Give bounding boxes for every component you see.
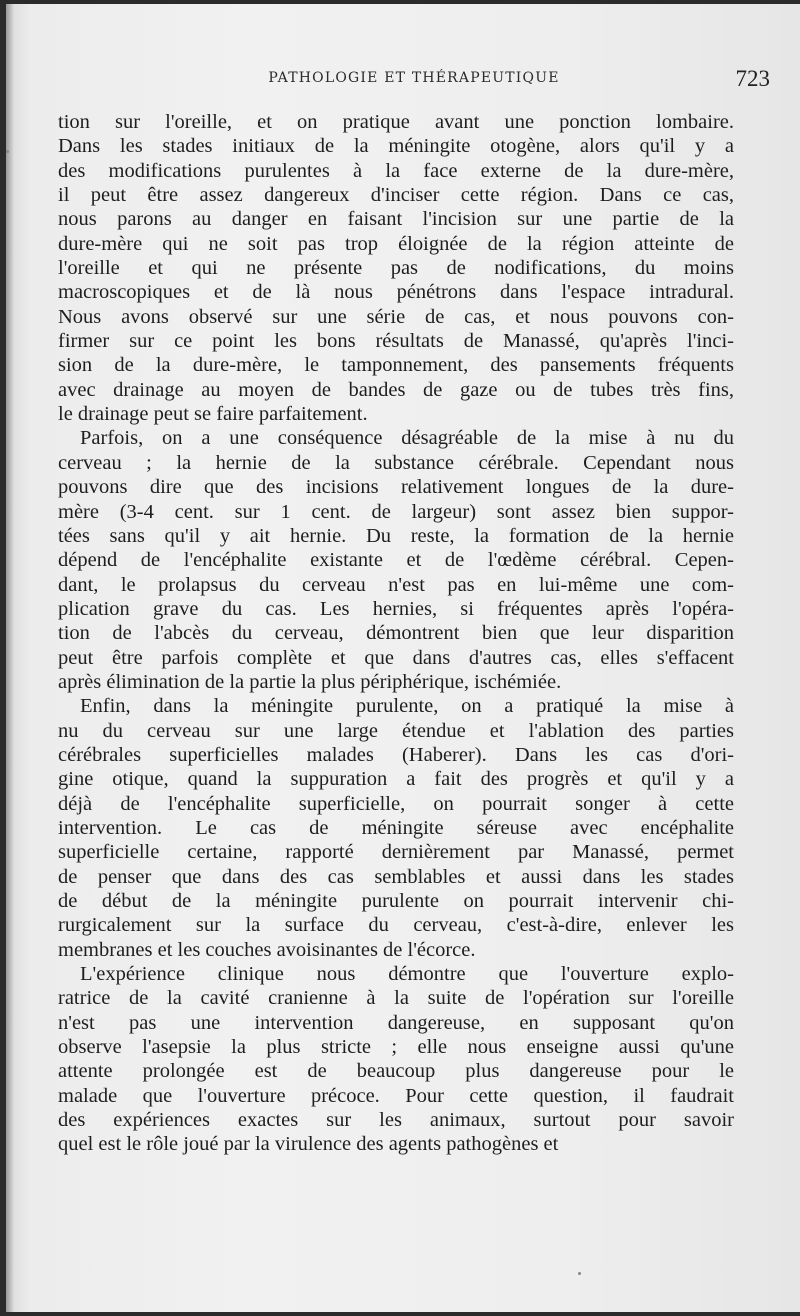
text-line: de penser que dans des cas semblables et aussi dans les stades [58, 865, 734, 888]
text-line: Dans les stades initiaux de la méningite otogène, alors qu'il y a [58, 135, 734, 158]
text-line: tées sans qu'il y ait hernie. Du reste, la formation de la hernie [58, 524, 734, 547]
margin-dot [6, 150, 9, 153]
text-line: cerveau ; la hernie de la substance cérébrale. Cependant nous [58, 451, 734, 474]
text-line: pouvons dire que des incisions relativement longues de la dure- [58, 476, 734, 499]
text-line: l'oreille et qui ne présente pas de nodifications, du moins [58, 257, 734, 280]
text-line: plication grave du cas. Les hernies, si fréquentes après l'opéra- [58, 597, 734, 620]
text-line: mère (3-4 cent. sur 1 cent. de largeur) sont assez bien suppor- [58, 500, 734, 523]
text-line: il peut être assez dangereux d'inciser cette région. Dans ce cas, [58, 184, 734, 207]
text-line: n'est pas une intervention dangereuse, en supposant qu'on [58, 1011, 734, 1034]
running-title: PATHOLOGIE ET THÉRAPEUTIQUE [268, 70, 560, 86]
text-line: dépend de l'encéphalite existante et de l'œdème cérébral. Cepen- [58, 549, 734, 572]
text-line: quel est le rôle joué par la virulence des agents pathogènes et [58, 1133, 559, 1156]
text-line: attente prolongée est de beaucoup plus dangereuse pour le [58, 1060, 734, 1083]
text-line: des expériences exactes sur les animaux, surtout pour savoir [58, 1109, 734, 1132]
text-line: cérébrales superficielles malades (Haberer). Dans les cas d'ori- [58, 743, 734, 766]
text-line: après élimination de la partie la plus périphérique, ischémiée. [58, 670, 562, 693]
page-number: 723 [735, 66, 770, 91]
text-line: dant, le prolapsus du cerveau n'est pas en lui-même une com- [58, 573, 734, 596]
text-line: firmer sur ce point les bons résultats de Manassé, qu'après l'inci- [58, 330, 734, 353]
text-line: membranes et les couches avoisinantes de l'écorce. [58, 938, 476, 961]
text-line: Nous avons observé sur une série de cas, et nous pouvons con- [58, 305, 734, 328]
text-line: superficielle certaine, rapporté dernièrement par Manassé, permet [58, 841, 734, 864]
text-line: gine otique, quand la suppuration a fait des progrès et qu'il y a [58, 768, 734, 791]
text-line: observe l'asepsie la plus stricte ; elle nous enseigne aussi qu'une [58, 1036, 734, 1059]
text-line: peut être parfois complète et que dans d'autres cas, elles s'effacent [58, 646, 734, 669]
paragraph [58, 426, 734, 694]
text-line: tion sur l'oreille, et on pratique avant une ponction lombaire. [58, 111, 734, 133]
text-line: malade que l'ouverture précoce. Pour cette question, il faudrait [58, 1084, 734, 1107]
text-line: tion de l'abcès du cerveau, démontrent bien que leur disparition [58, 622, 734, 645]
text-line: le drainage peut se faire parfaitement. [58, 403, 368, 426]
paragraph [58, 962, 734, 1157]
text-line: intervention. Le cas de méningite séreuse avec encéphalite [58, 816, 734, 839]
page-header [54, 66, 790, 96]
text-line: nous parons au danger en faisant l'incision sur une partie de la [58, 208, 734, 231]
text-line: macroscopiques et de là nous pénétrons dans l'espace intradural. [58, 281, 734, 304]
text-line: avec drainage au moyen de bandes de gaze ou de tubes très fins, [58, 378, 734, 401]
margin-dot [578, 1272, 581, 1275]
text-line: ratrice de la cavité cranienne à la suite de l'opération sur l'oreille [58, 987, 734, 1010]
text-line: dure-mère qui ne soit pas trop éloignée de la région atteinte de [58, 232, 734, 255]
text-line: sion de la dure-mère, le tamponnement, des pansements fréquents [58, 354, 734, 377]
book-page [6, 4, 800, 1312]
text-line: nu du cerveau sur une large étendue et l'ablation des parties [58, 719, 734, 742]
paragraph [58, 110, 734, 426]
text-line: de début de la méningite purulente on pourrait intervenir chi- [58, 890, 734, 912]
text-line: Parfois, on a une conséquence désagréable de la mise à nu du [80, 427, 734, 450]
body-text [58, 110, 734, 1157]
text-line: rurgicalement sur la surface du cerveau, c'est-à-dire, enlever les [58, 914, 734, 937]
text-line: L'expérience clinique nous démontre que l'ouverture explo- [80, 963, 734, 986]
text-line: déjà de l'encéphalite superficielle, on pourrait songer à cette [58, 792, 734, 815]
text-line: des modifications purulentes à la face externe de la dure-mère, [58, 159, 734, 182]
paragraph [58, 694, 734, 962]
text-line: Enfin, dans la méningite purulente, on a pratiqué la mise à [80, 695, 734, 718]
